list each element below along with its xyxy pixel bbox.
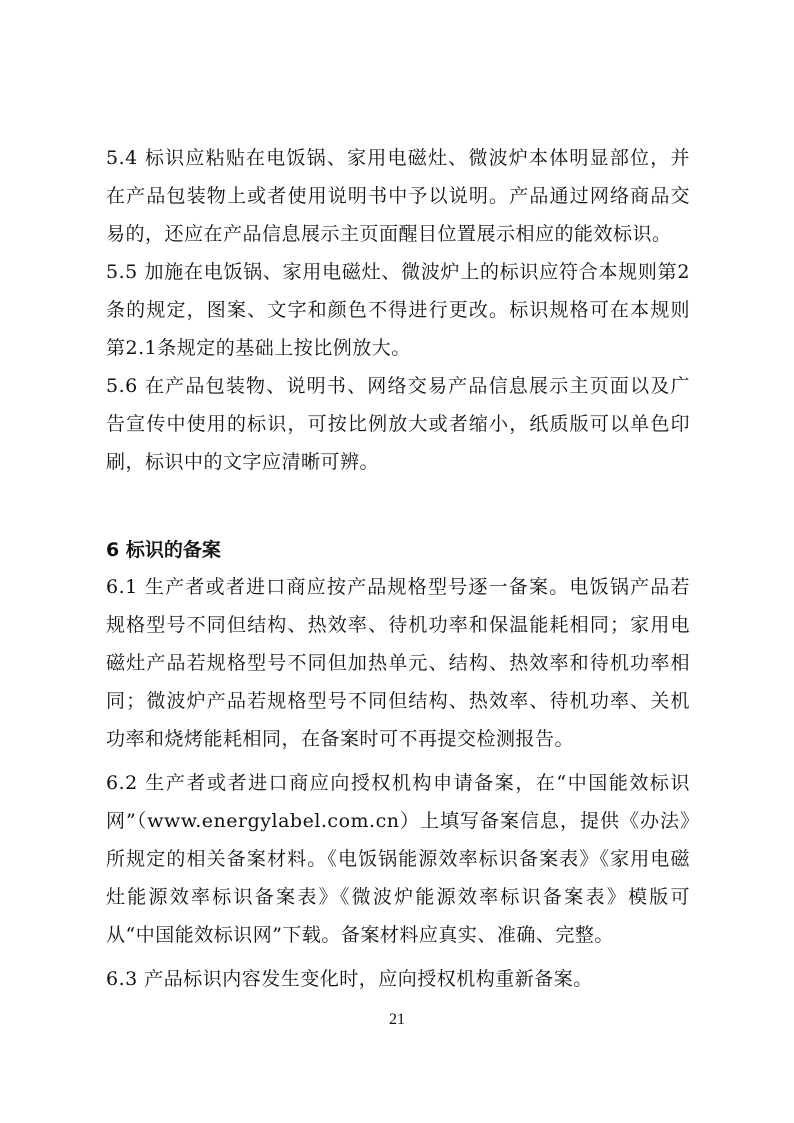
paragraph-5-4: 5.4 标识应粘贴在电饭锅、家用电磁灶、微波炉本体明显部位，并在产品包装物上或者使用说明书中予以说明。产品通过网络商品交易的，还应在产品信息展示主页面醒目位置展示相应的能效标识。 — [106, 147, 690, 245]
section-6-heading: 6 标识的备案 — [106, 539, 221, 561]
paragraph-6-2: 6.2 生产者或者进口商应向授权机构申请备案，在“中国能效标识网”（www.energylabel.com.cn）上填写备案信息，提供《办法》所规定的相关备案材料。《电饭锅能源效率标识备案表》《家用电磁灶能源效率标识备案表》《微波炉能源效率标识备案表》模版可从“中国能效标识网”下载。备案材料应真实、准确、完整。 — [106, 772, 690, 946]
page-number: 21 — [389, 1011, 405, 1028]
paragraph-6-3: 6.3 产品标识内容发生变化时，应向授权机构重新备案。 — [106, 968, 593, 990]
paragraph-6-1: 6.1 生产者或者进口商应按产品规格型号逐一备案。电饭锅产品若规格型号不同但结构、热效率、待机功率和保温能耗相同；家用电磁灶产品若规格型号不同但加热单元、结构、热效率和待机功率相同；微波炉产品若规格型号不同但结构、热效率、待机功率、关机功率和烧烤能耗相同，在备案时可不再提交检测报告。 — [106, 576, 690, 750]
paragraph-5-5: 5.5 加施在电饭锅、家用电磁灶、微波炉上的标识应符合本规则第2条的规定，图案、文字和颜色不得进行更改。标识规格可在本规则第2.1条规定的基础上按比例放大。 — [106, 261, 690, 359]
paragraph-5-6: 5.6 在产品包装物、说明书、网络交易产品信息展示主页面以及广告宣传中使用的标识，可按比例放大或者缩小，纸质版可以单色印刷，标识中的文字应清晰可辨。 — [106, 375, 690, 473]
